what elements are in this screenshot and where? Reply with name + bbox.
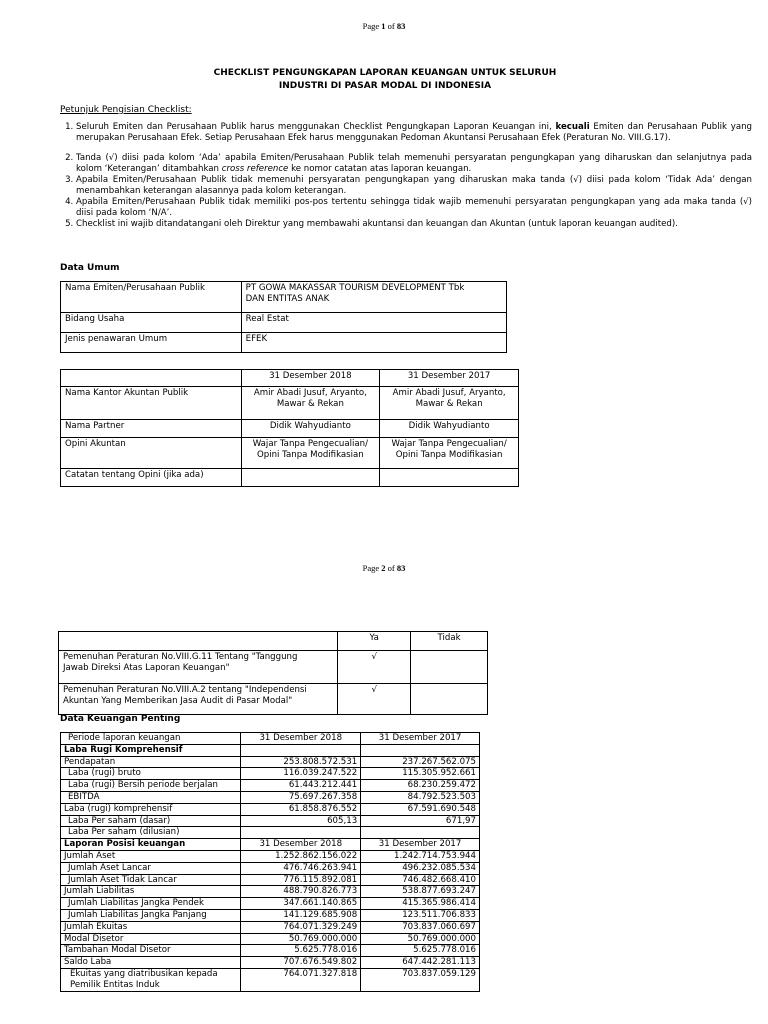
- table-cell-label: Modal Disetor: [61, 933, 241, 945]
- financial-table: [60, 732, 480, 992]
- table-row: [61, 957, 480, 969]
- table-cell-label: Bidang Usaha: [61, 313, 242, 333]
- table-cell-2018: 776.115.892.081: [241, 874, 361, 886]
- table-cell-2017: 67.591.690.548: [361, 803, 480, 815]
- table-cell-2017: 496.232.085.534: [361, 862, 480, 874]
- table-cell-2017: Wajar Tanpa Pengecualian/ Opini Tanpa Modifikasian: [380, 438, 519, 469]
- table-cell-2017: [361, 827, 480, 839]
- table-row: [61, 909, 480, 921]
- header-tidak: Tidak: [411, 632, 488, 651]
- table-cell-label: Opini Akuntan: [61, 438, 242, 469]
- table-cell-label: Jumlah Liabilitas Jangka Pendek: [61, 898, 241, 910]
- table-cell-label: Laba (rugi) komprehensif: [61, 803, 241, 815]
- check-mark: √: [338, 684, 411, 715]
- table-cell-2017: 415.365.986.414: [361, 898, 480, 910]
- table-cell-2017: 647.442.281.113: [361, 957, 480, 969]
- table-cell-label: Jumlah Aset Lancar: [61, 862, 241, 874]
- table-row: [61, 945, 480, 957]
- petunjuk-heading: Petunjuk Pengisian Checklist:: [60, 105, 192, 115]
- table-cell-2018: 61.443.212.441: [241, 780, 361, 792]
- table-row: [61, 744, 480, 756]
- table-cell-2018: 75.697.267.358: [241, 791, 361, 803]
- table-row: [61, 850, 480, 862]
- table-cell-2018: 605,13: [241, 815, 361, 827]
- table-cell-2018: 141.129.685.908: [241, 909, 361, 921]
- table-row: [61, 469, 519, 487]
- table-cell-2017: 84.792.523.503: [361, 791, 480, 803]
- table-cell-2017: 31 Desember 2017: [361, 839, 480, 851]
- table-cell-label: Laba Rugi Komprehensif: [61, 744, 241, 756]
- table-row: [61, 438, 519, 469]
- table-cell-2017: 746.482.668.410: [361, 874, 480, 886]
- table-cell-2018: 253.808.572.531: [241, 756, 361, 768]
- table-cell-label: Laba (rugi) Bersih periode berjalan: [61, 780, 241, 792]
- table-cell-2017: 50.769.000.000: [361, 933, 480, 945]
- table-cell-2017: [361, 744, 480, 756]
- table-cell-2018: [241, 744, 361, 756]
- table-cell-label: Nama Emiten/Perusahaan Publik: [61, 282, 242, 313]
- header-2017: 31 Desember 2017: [380, 370, 519, 387]
- table-row: [61, 898, 480, 910]
- page-number-1: Page 1 of 83: [362, 21, 406, 31]
- document-title: [150, 67, 620, 93]
- table-cell-label: Saldo Laba: [61, 957, 241, 969]
- table-cell-2017: 5.625.778.016: [361, 945, 480, 957]
- table-row: [61, 387, 519, 420]
- table-row: [59, 684, 488, 715]
- table-cell-label: Periode laporan keuangan: [61, 733, 241, 745]
- table-row: [61, 815, 480, 827]
- table-cell-2017: Amir Abadi Jusuf, Aryanto, Mawar & Rekan: [380, 387, 519, 420]
- table-row: [61, 886, 480, 898]
- table-row: [61, 313, 507, 333]
- table-cell-2017: 671,97: [361, 815, 480, 827]
- table-row: [61, 420, 519, 438]
- header-ya: Ya: [338, 632, 411, 651]
- table-cell-2018: 707.676.549.802: [241, 957, 361, 969]
- table-cell-2018: Didik Wahyudianto: [241, 420, 380, 438]
- table-cell-2018: 764.071.327.818: [241, 968, 361, 991]
- table-row: [61, 933, 480, 945]
- table-row: [61, 803, 480, 815]
- table-cell-2017: Didik Wahyudianto: [380, 420, 519, 438]
- table-cell-2017: 538.877.693.247: [361, 886, 480, 898]
- table-row: [61, 874, 480, 886]
- table-row: [59, 651, 488, 684]
- title-line-2: INDUSTRI DI PASAR MODAL DI INDONESIA: [278, 81, 492, 91]
- table-header-row: [61, 733, 480, 745]
- instruction-list: [60, 122, 752, 230]
- table-cell-2018: 1.252.862.156.022: [241, 850, 361, 862]
- table-cell-2017: 237.267.562.075: [361, 756, 480, 768]
- table-cell-label: EBITDA: [61, 791, 241, 803]
- table-row: [61, 756, 480, 768]
- title-line-1: CHECKLIST PENGUNGKAPAN LAPORAN KEUANGAN UNTUK SELURUH: [213, 68, 557, 78]
- instruction-item-1: 1. Seluruh Emiten dan Perusahaan Publik harus menggunakan Checklist Pengungkapan Laporan Keuangan ini, kecuali Emiten dan Perusahaan Publik yang merupakan Perusahaan Efek. Setiap Perusahaan Efek harus menggunakan Pedoman Akuntansi Perusahaan Efek (Peraturan No. VIII.G.17).: [76, 122, 752, 144]
- table-cell-2018: [241, 827, 361, 839]
- table-cell-label: Catatan tentang Opini (jika ada): [61, 469, 242, 487]
- table-cell-label: Jumlah Aset Tidak Lancar: [61, 874, 241, 886]
- table-row: [61, 282, 507, 313]
- table-row: [61, 862, 480, 874]
- table-row: [61, 780, 480, 792]
- table-cell-label: Jumlah Liabilitas Jangka Panjang: [61, 909, 241, 921]
- data-keuangan-heading: Data Keuangan Penting: [60, 714, 181, 724]
- table-cell-2018: 5.625.778.016: [241, 945, 361, 957]
- table-cell-label: Laba (rugi) bruto: [61, 768, 241, 780]
- table-cell-label: Laba Per saham (dasar): [61, 815, 241, 827]
- table-cell-2018: 50.769.000.000: [241, 933, 361, 945]
- auditor-table: [60, 369, 519, 487]
- table-cell-label: Jumlah Liabilitas: [61, 886, 241, 898]
- table-cell-2018: 61.858.876.552: [241, 803, 361, 815]
- table-row: [61, 333, 507, 353]
- table-cell-value: PT GOWA MAKASSAR TOURISM DEVELOPMENT Tbk DAN ENTITAS ANAK: [241, 282, 506, 313]
- table-cell-label: Ekuitas yang diatribusikan kepada Pemilik Entitas Induk: [61, 968, 241, 991]
- table-cell-2018: 116.039.247.522: [241, 768, 361, 780]
- table-cell-2017: 68.230.259.472: [361, 780, 480, 792]
- table-cell-2017: 115.305.952.661: [361, 768, 480, 780]
- table-cell-2018: 476.746.263.941: [241, 862, 361, 874]
- table-row: [61, 921, 480, 933]
- table-cell-label: Jumlah Aset: [61, 850, 241, 862]
- table-row: [61, 839, 480, 851]
- table-header-row: [61, 370, 519, 387]
- table-cell-label: Nama Kantor Akuntan Publik: [61, 387, 242, 420]
- table-cell-2018: 31 Desember 2018: [241, 839, 361, 851]
- compliance-item: Pemenuhan Peraturan No.VIII.A.2 tentang "Independensi Akuntan Yang Memberikan Jasa Audit di Pasar Modal": [59, 684, 338, 715]
- table-row: [61, 968, 480, 991]
- instruction-item-3: 3. Apabila Emiten/Perusahaan Publik tidak memenuhi persyaratan pengungkapan yang diharuskan maka tanda (√) diisi pada kolom ‘Tidak Ada’ dengan menambahkan keterangan alasannya pada kolom keterangan.: [76, 175, 752, 197]
- instruction-item-5: 5. Checklist ini wajib ditandatangani oleh Direktur yang membawahi akuntansi dan keuangan dan Akuntan (untuk laporan keuangan audited).: [76, 219, 752, 230]
- data-umum-heading: Data Umum: [60, 263, 120, 273]
- page-number-2: Page 2 of 83: [362, 563, 406, 573]
- table-cell-label: Jumlah Ekuitas: [61, 921, 241, 933]
- table-cell-2017: 703.837.059.129: [361, 968, 480, 991]
- table-header-row: [59, 632, 488, 651]
- table-row: [61, 827, 480, 839]
- compliance-table: [58, 631, 488, 715]
- table-cell-2017: 123.511.706.833: [361, 909, 480, 921]
- table-cell-2018: 764.071.329.249: [241, 921, 361, 933]
- table-cell-label: Pendapatan: [61, 756, 241, 768]
- data-umum-table: [60, 281, 507, 353]
- table-cell-label: Nama Partner: [61, 420, 242, 438]
- table-cell-value: Real Estat: [241, 313, 506, 333]
- table-cell-2018: 347.661.140.865: [241, 898, 361, 910]
- table-cell-2017: 1.242.714.753.944: [361, 850, 480, 862]
- header-2017: 31 Desember 2017: [361, 733, 480, 745]
- table-cell-label: Laba Per saham (dilusian): [61, 827, 241, 839]
- table-cell-label: Jenis penawaran Umum: [61, 333, 242, 353]
- instruction-item-2: 2. Tanda (√) diisi pada kolom ‘Ada’ apabila Emiten/Perusahaan Publik telah memenuhi persyaratan pengungkapan yang diharuskan dan selanjutnya pada kolom ‘Keterangan’ ditambahkan cross reference ke nomor catatan atas laporan keuangan.: [76, 153, 752, 175]
- table-cell-label: Laporan Posisi keuangan: [61, 839, 241, 851]
- table-row: [61, 768, 480, 780]
- table-cell-value: EFEK: [241, 333, 506, 353]
- table-cell-2018: 488.790.826.773: [241, 886, 361, 898]
- table-cell-2018: Amir Abadi Jusuf, Aryanto, Mawar & Rekan: [241, 387, 380, 420]
- compliance-item: Pemenuhan Peraturan No.VIII.G.11 Tentang "Tanggung Jawab Direksi Atas Laporan Keuangan": [59, 651, 338, 684]
- instruction-item-4: 4. Apabila Emiten/Perusahaan Publik tidak memiliki pos-pos tertentu sehingga tidak wajib memenuhi persyaratan pengungkapan yang ada maka tanda (√) diisi pada kolom ‘N/A’.: [76, 197, 752, 219]
- header-2018: 31 Desember 2018: [241, 370, 380, 387]
- table-cell-2017: 703.837.060.697: [361, 921, 480, 933]
- table-cell-2018: Wajar Tanpa Pengecualian/ Opini Tanpa Modifikasian: [241, 438, 380, 469]
- table-row: [61, 791, 480, 803]
- header-2018: 31 Desember 2018: [241, 733, 361, 745]
- check-mark: √: [338, 651, 411, 684]
- table-cell-label: Tambahan Modal Disetor: [61, 945, 241, 957]
